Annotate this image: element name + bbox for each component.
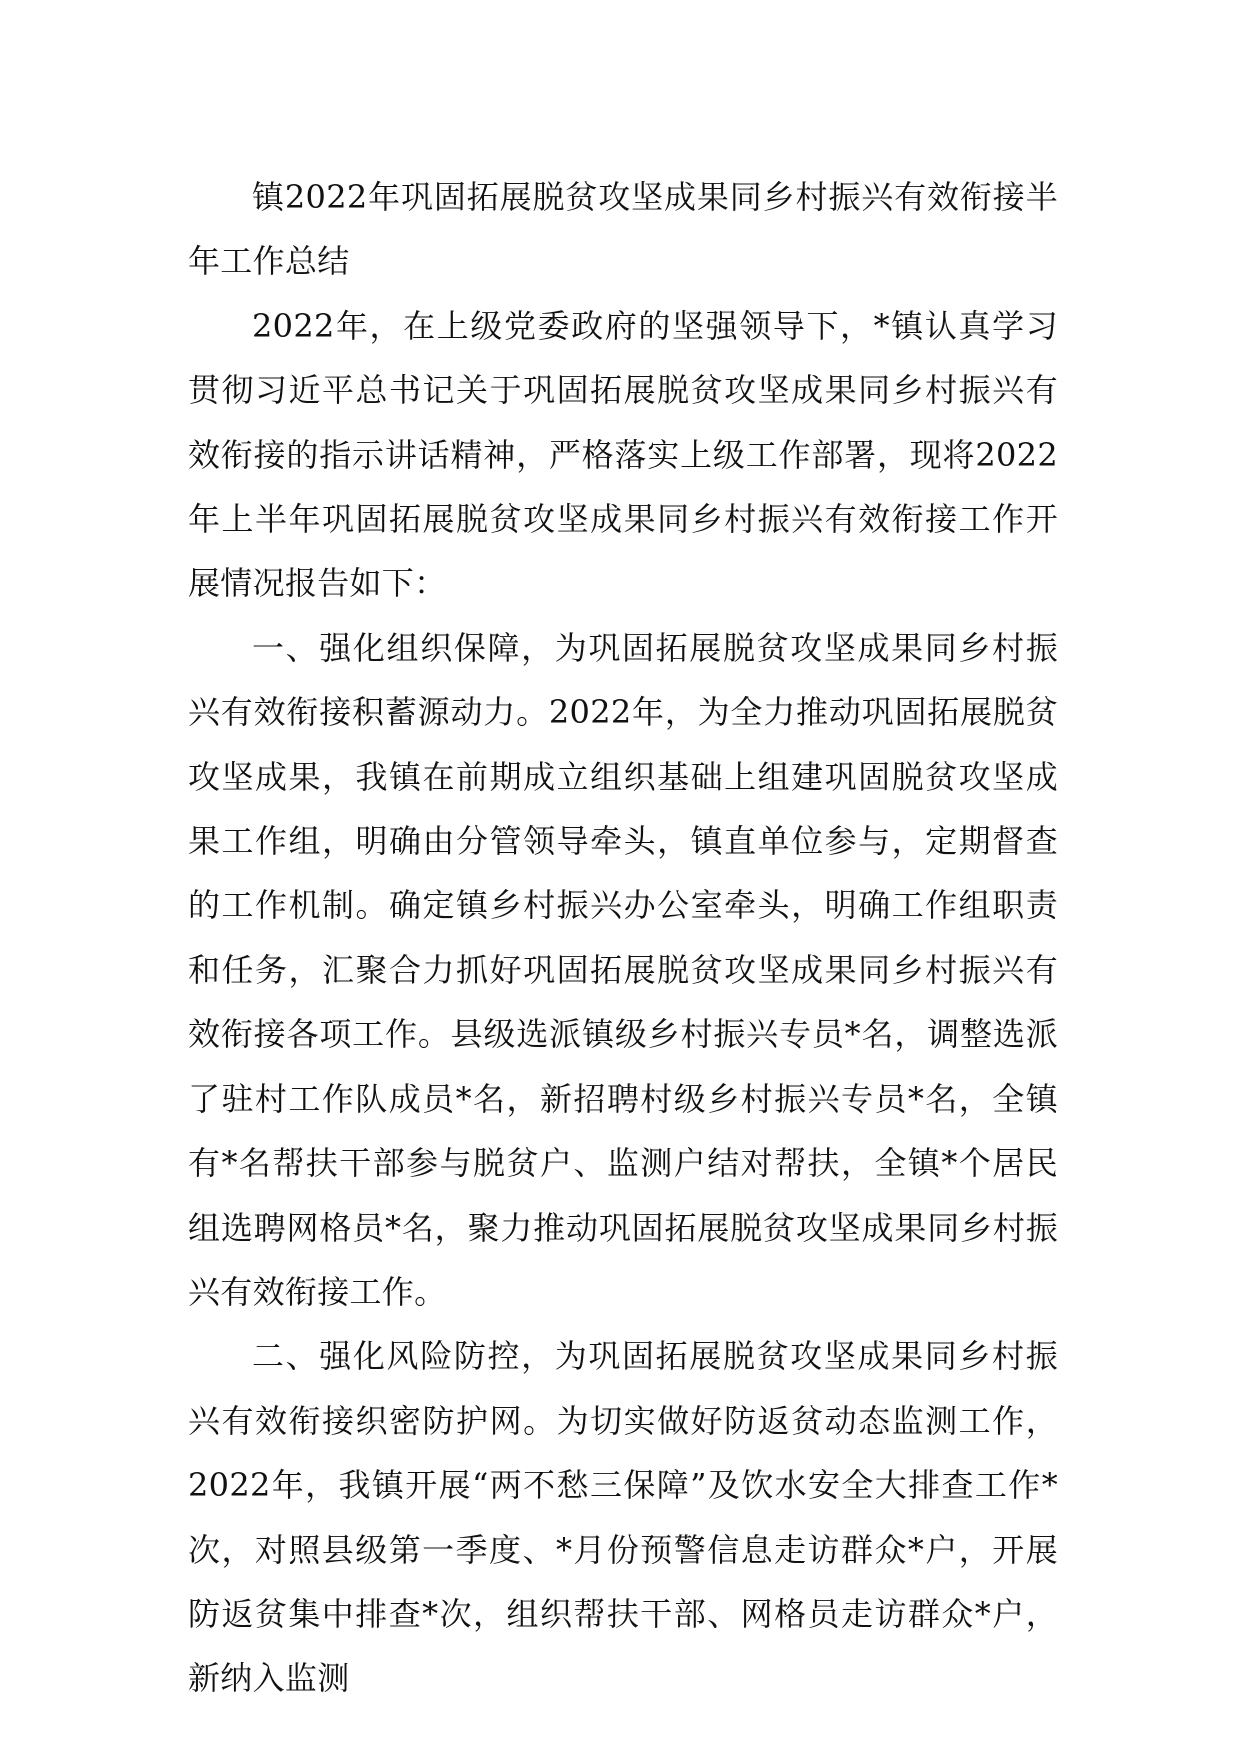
paragraph-intro: 2022年，在上级党委政府的坚强领导下，*镇认真学习贯彻习近平总书记关于巩固拓展脱贫攻坚成果同乡村振兴有效衔接的指示讲话精神，严格落实上级工作部署，现将2022年上半年巩固拓展脱贫攻坚成果同乡村振兴有效衔接工作开展情况报告如下： — [188, 306, 1058, 603]
document-title: 镇2022年巩固拓展脱贫攻坚成果同乡村振兴有效衔接半年工作总结 — [188, 178, 1058, 281]
document-body — [188, 165, 1058, 1711]
paragraph-section-2: 二、强化风险防控，为巩固拓展脱贫攻坚成果同乡村振兴有效衔接织密防护网。为切实做好防返贫动态监测工作，2022年，我镇开展“两不愁三保障”及饮水安全大排查工作*次，对照县级第一季度、*月份预警信息走访群众*户，开展防返贫集中排查*次，组织帮扶干部、网格员走访群众*户，新纳入监测 — [188, 1337, 1058, 1698]
paragraph-section-1: 一、强化组织保障，为巩固拓展脱贫攻坚成果同乡村振兴有效衔接积蓄源动力。2022年，为全力推动巩固拓展脱贫攻坚成果，我镇在前期成立组织基础上组建巩固脱贫攻坚成果工作组，明确由分管领导牵头，镇直单位参与，定期督查的工作机制。确定镇乡村振兴办公室牵头，明确工作组职责和任务，汇聚合力抓好巩固拓展脱贫攻坚成果同乡村振兴有效衔接各项工作。县级选派镇级乡村振兴专员*名，调整选派了驻村工作队成员*名，新招聘村级乡村振兴专员*名，全镇有*名帮扶干部参与脱贫户、监测户结对帮扶，全镇*个居民组选聘网格员*名，聚力推动巩固拓展脱贫攻坚成果同乡村振兴有效衔接工作。 — [188, 628, 1058, 1311]
